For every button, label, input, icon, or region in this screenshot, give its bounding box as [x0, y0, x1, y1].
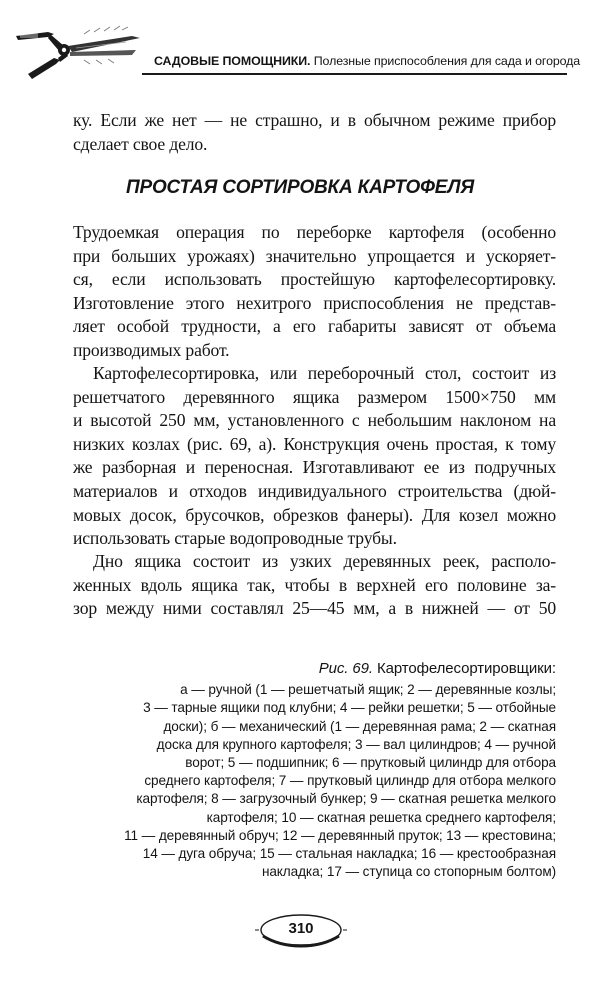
caption-line: 3 — тарные ящики под клубни; 4 — рейки решетки; 5 — отбойные: [143, 700, 556, 716]
caption-label: Рис. 69.: [318, 660, 373, 677]
caption-line: накладка; 17 — ступица со стопорным болтом): [261, 864, 556, 880]
running-header: [14, 22, 586, 92]
caption-line: картофеля; 8 — загрузочный бункер; 9 — скатная решетка мелкого: [136, 791, 556, 807]
text-line: Трудоемкая операция по переборке картофеля (особенно: [73, 222, 556, 242]
text-line: решетчатого деревянного ящика размером 1500×750 мм: [73, 386, 556, 407]
caption-line: картофеля; 10 — скатная решетка среднего картофеля;: [206, 809, 556, 825]
text-line: и высотой 250 мм, установленного с небольшим наклоном на: [73, 410, 556, 431]
intro-paragraph: [73, 109, 556, 156]
paragraph-2: [73, 362, 556, 551]
text-line: ляет особой трудности, а его габариты зависят от объема: [73, 316, 556, 337]
caption-line: доска для крупного картофеля; 3 — вал цилиндров; 4 — ручной: [156, 736, 556, 752]
text-line: использовать старые водопроводные трубы.: [73, 528, 397, 549]
text-line: производимых работ.: [73, 339, 230, 360]
paragraph-1: [73, 221, 556, 363]
text-line: мовых досок, брусочков, обрезков фанеры). Для козел можно: [73, 504, 556, 525]
text-line: ку. Если же нет — не страшно, и в обычном режиме прибор: [73, 110, 556, 130]
page-number: 310: [288, 920, 314, 937]
text-line: Дно ящика состоит из узких деревянных реек, располо-: [93, 551, 556, 571]
text-line: Картофелесортировка, или переборочный стол, состоит из: [93, 363, 556, 383]
figure-caption: [56, 660, 556, 881]
caption-line: 11 — деревянный обруч; 12 — деревянный пруток; 13 — крестовина;: [124, 827, 556, 843]
text-line: ся, если использовать простейшую картофелесортировку.: [73, 269, 556, 290]
caption-line: ворот; 5 — подшипник; 6 — прутковый цилиндр для отбора: [185, 755, 556, 771]
caption-title-text: Картофелесортировщики:: [377, 660, 556, 677]
text-line: низких козлах (рис. 69, а). Конструкция очень простая, к тому: [73, 433, 556, 454]
caption-line: среднего картофеля; 7 — прутковый цилиндр для отбора мелкого: [144, 773, 556, 789]
text-line: же разборная и переносная. Изготавливают ее из подручных: [73, 457, 556, 478]
caption-line: доски); б — механический (1 — деревянная рама; 2 — скатная: [163, 718, 556, 734]
page-number-badge: [255, 910, 347, 950]
caption-line: 14 — дуга обруча; 15 — стальная накладка; 16 — крестообразная: [142, 846, 556, 862]
header-subtitle: Полезные приспособления для сада и огорода: [313, 54, 581, 68]
text-line: сделает свое дело.: [73, 133, 208, 154]
header-title: САДОВЫЕ ПОМОЩНИКИ.: [154, 54, 311, 68]
section-title: ПРОСТАЯ СОРТИРОВКА КАРТОФЕЛЯ: [126, 177, 474, 198]
caption-title: [56, 660, 556, 678]
text-line: материалов и отходов индивидуального строительства (дюй-: [73, 480, 556, 501]
text-line: при больших урожаях) значительно упрощается и ускоряет-: [73, 245, 556, 266]
text-line: Изготовление этого нехитрого приспособления не представ-: [73, 292, 556, 313]
text-line: женных вдоль ящика так, чтобы в верхней его половине за-: [73, 574, 556, 595]
text-line: зор между ними составлял 25—45 мм, а в нижней — от 50: [73, 598, 556, 619]
running-head-text: [154, 54, 580, 68]
caption-line: а — ручной (1 — решетчатый ящик; 2 — деревянные козлы;: [180, 682, 556, 698]
paragraph-3: [73, 550, 556, 621]
header-rule: [142, 73, 567, 75]
garden-shears-icon: [14, 22, 144, 88]
